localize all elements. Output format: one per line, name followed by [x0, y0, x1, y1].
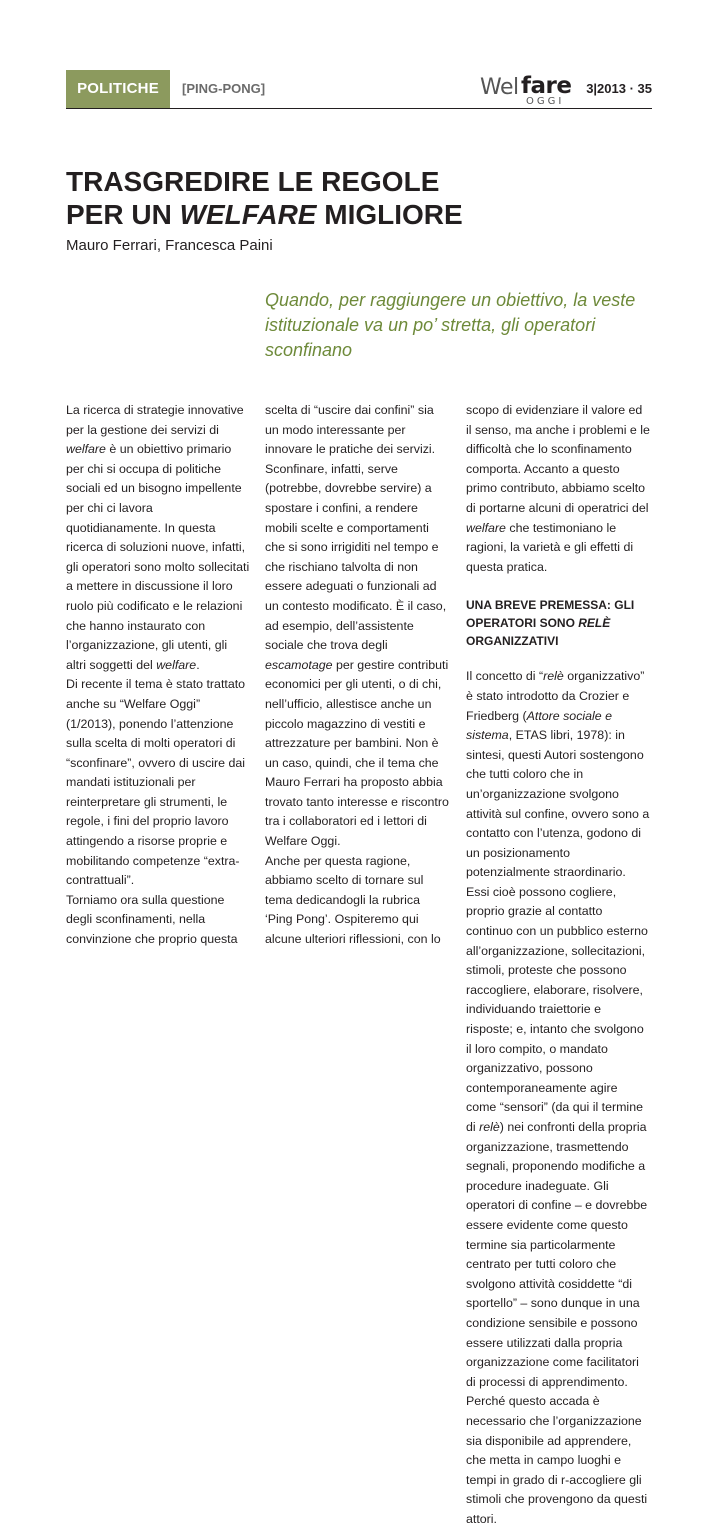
- paragraph: Il concetto di “relè organizzativo” è stato introdotto da Crozier e Friedberg (Attore sociale e sistema, ETAS libri, 1978): in sintesi, questi Autori sostengono che tutti coloro che in un’organizzazione svolgono attività sul confine, ovvero sono a contatto con l’utenza, godono di un posizionamento potenzialmente straordinario. Essi cioè possono cogliere, proprio grazie al contatto continuo con un pubblico esterno all’organizzazione, sollecitazioni, stimoli, proteste che possono raccogliere, elaborare, risolvere, individuando traiettorie e risposte; e, intanto che svolgono il loro compito, o mandato organizzativo, possono contemporaneamente agire come “sensori” (da qui il termine di relè) nei confronti della propria organizzazione, trasmettendo segnali, proponendo modifiche a procedure inadeguate. Gli operatori di confine – e dovrebbe essere evidente come questo termine sia particolarmente centrato per tutti coloro che svolgono attività cosiddette “di sportello” – sono dunque in una condizione sensibile e possono essere utilizzati dalla propria organizzazione come facilitatori di processi di apprendimento.: [466, 669, 650, 1389]
- logo-oggi: OGGI: [526, 96, 565, 107]
- paragraph: Perché questo accada è necessario che l’organizzazione sia disponibile ad apprendere, che metta in campo luoghi e tempi in grado di r-accogliere gli stimoli che provengono da questi attori.: [466, 1394, 648, 1526]
- title-line-1: TRASGREDIRE LE REGOLE: [66, 166, 440, 197]
- body-column-1: [66, 401, 250, 950]
- article-title: [66, 165, 666, 231]
- logo-wel: Wel: [480, 75, 519, 100]
- article-authors: Mauro Ferrari, Francesca Paini: [66, 237, 273, 254]
- paragraph: Di recente il tema è stato trattato anche su “Welfare Oggi” (1/2013), ponendo l’attenzione sulla scelta di molti operatori di “sconfinare”, ovvero di uscire dai mandati istituzionali per reinterpretare gli strumenti, le regole, i fini del proprio lavoro attingendo a risorse proprie e mobilitando competenze “extra-contrattuali”.: [66, 677, 246, 888]
- section-subheading: UNA BREVE PREMESSA: GLI OPERATORI SONO RELÈ ORGANIZZATIVI: [466, 598, 635, 649]
- article-lead: Quando, per raggiungere un obiettivo, la veste istituzionale va un po’ stretta, gli operatori sconfinano: [265, 290, 636, 360]
- body-column-3: [466, 401, 650, 1529]
- logo-fare: fare: [521, 73, 572, 99]
- paragraph: Anche per questa ragione, abbiamo scelto di tornare sul tema dedicandogli la rubrica ‘Ping Pong’. Ospiteremo qui alcune ulteriori riflessioni, con lo: [265, 853, 441, 947]
- issue-page-number: 3|2013 · 35: [586, 81, 652, 96]
- title-line-2-post: MIGLIORE: [316, 199, 463, 230]
- paragraph-continued: scelta di “uscire dai confini” sia un modo interessante per innovare le pratiche dei servizi. Sconfinare, infatti, serve (potrebbe, dovrebbe servire) a spostare i confini, a rendere mobili scelte e comportamenti che si sono irrigiditi nel tempo e che rischiano talvolta di non essere adeguati o funzionali ad un contesto modificato. È il caso, ad esempio, dell’assistente sociale che trova degli escamotage per gestire contributi economici per gli utenti, o di chi, nell’ufficio, allestisce anche un piccolo magazzino di vestiti e attrezzature per bambini. Non è un caso, quindi, che il tema che Mauro Ferrari ha proposto abbia trovato tanto interesse e riscontro tra i collaboratori ed i lettori di Welfare Oggi.: [265, 403, 449, 849]
- body-column-2: [265, 401, 449, 950]
- paragraph: Torniamo ora sulla questione degli sconfinamenti, nella convinzione che proprio questa: [66, 892, 238, 947]
- title-line-2-em: WELFARE: [179, 199, 317, 230]
- section-badge: POLITICHE: [66, 70, 170, 108]
- rubric-label: [PING-PONG]: [182, 81, 266, 96]
- paragraph-continued: scopo di evidenziare il valore ed il senso, ma anche i problemi e le difficoltà che lo sconfinamento comporta. Accanto a questo primo contributo, abbiamo scelto di portarne alcuni di operatrici del welfare che testimoniano le ragioni, la varietà e gli effetti di questa pratica.: [466, 403, 650, 574]
- header-rule: [66, 108, 652, 109]
- magazine-logo: [480, 71, 572, 109]
- paragraph: La ricerca di strategie innovative per la gestione dei servizi di welfare è un obiettivo primario per chi si occupa di politiche sociali ed un bisogno impellente per chi ci lavora quotidianamente. In questa ricerca di soluzioni nuove, infatti, gli operatori sono molto sollecitati a mettere in discussione il loro ruolo più codificato e le relazioni che hanno instaurato con l’organizzazione, gli utenti, gli altri soggetti del welfare.: [66, 403, 250, 672]
- title-line-2-pre: PER UN: [66, 199, 180, 230]
